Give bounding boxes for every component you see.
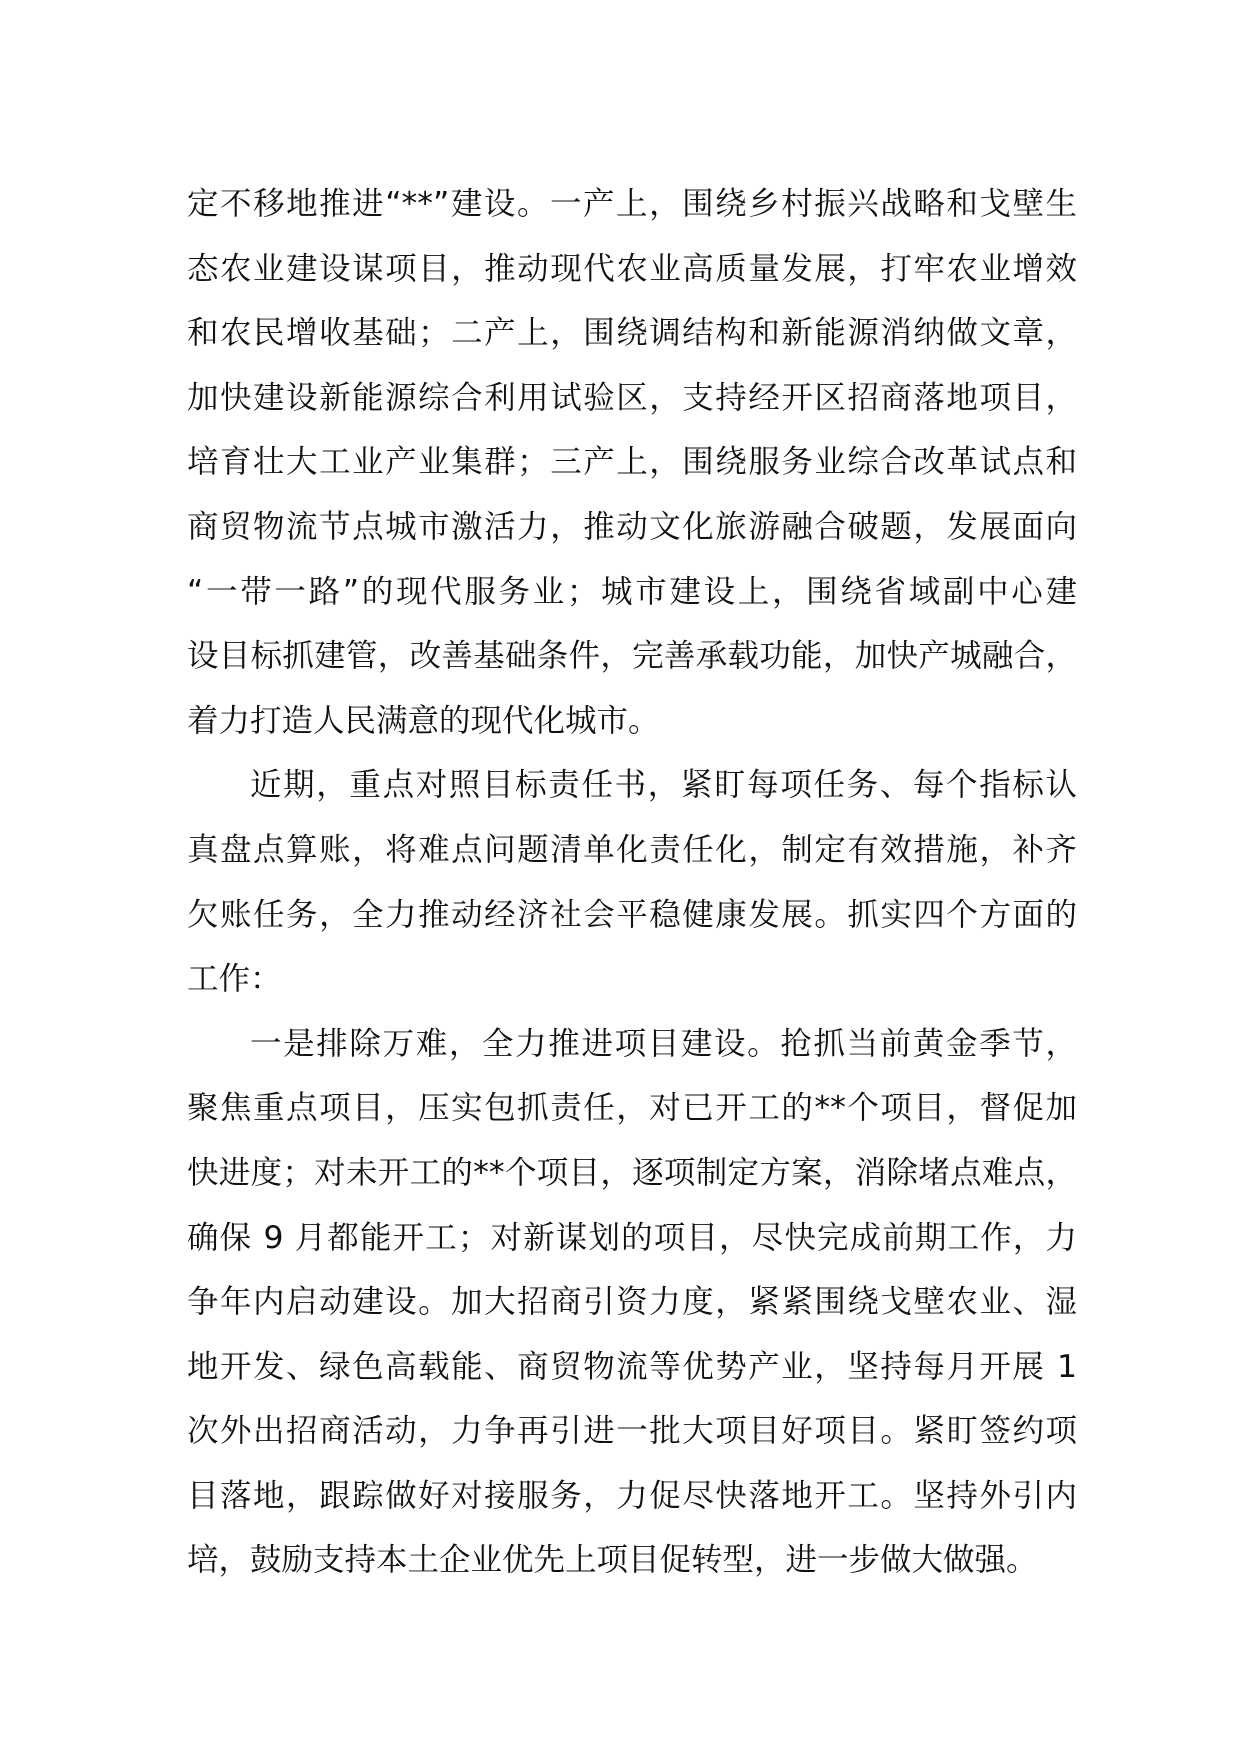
text-line: 确保 9 月都能开工；对新谋划的项目，尽快完成前期工作，力 xyxy=(187,1219,1077,1256)
text-line: “一带一路”的现代服务业；城市建设上，围绕省域副中心建 xyxy=(187,573,1077,610)
text-line: 聚焦重点项目，压实包抓责任，对已开工的**个项目，督促加 xyxy=(187,1090,1077,1127)
text-line: 真盘点算账，将难点问题清单化责任化，制定有效措施，补齐 xyxy=(187,831,1077,868)
text-line: 近期，重点对照目标责任书，紧盯每项任务、每个指标认 xyxy=(250,767,1077,804)
text-line: 工作： xyxy=(187,961,282,998)
text-line: 培，鼓励支持本土企业优先上项目促转型，进一步做大做强。 xyxy=(187,1542,1038,1579)
text-line: 一是排除万难，全力推进项目建设。抢抓当前黄金季节， xyxy=(250,1025,1077,1062)
text-line: 地开发、绿色高载能、商贸物流等优势产业，坚持每月开展 1 xyxy=(187,1348,1077,1385)
text-line: 商贸物流节点城市激活力，推动文化旅游融合破题，发展面向 xyxy=(187,508,1077,545)
text-line: 快进度；对未开工的**个项目，逐项制定方案，消除堵点难点， xyxy=(187,1154,1077,1191)
text-line: 加快建设新能源综合利用试验区，支持经开区招商落地项目， xyxy=(187,379,1077,416)
paragraph-1 xyxy=(187,172,1077,753)
text-line: 欠账任务，全力推动经济社会平稳健康发展。抓实四个方面的 xyxy=(187,896,1077,933)
text-line: 着力打造人民满意的现代化城市。 xyxy=(187,702,660,739)
text-line: 和农民增收基础；二产上，围绕调结构和新能源消纳做文章， xyxy=(187,315,1077,352)
text-line: 态农业建设谋项目，推动现代农业高质量发展，打牢农业增效 xyxy=(187,250,1077,287)
text-line: 培育壮大工业产业集群；三产上，围绕服务业综合改革试点和 xyxy=(187,444,1077,481)
document-body xyxy=(187,172,1077,1593)
text-line: 目落地，跟踪做好对接服务，力促尽快落地开工。坚持外引内 xyxy=(187,1477,1077,1514)
text-line: 争年内启动建设。加大招商引资力度，紧紧围绕戈壁农业、湿 xyxy=(187,1284,1077,1321)
paragraph-3 xyxy=(187,1012,1077,1593)
text-line: 定不移地推进“**”建设。一产上，围绕乡村振兴战略和戈壁生 xyxy=(187,186,1077,222)
text-line: 设目标抓建管，改善基础条件，完善承载功能，加快产城融合， xyxy=(187,638,1077,675)
paragraph-2 xyxy=(187,753,1077,1011)
text-line: 次外出招商活动，力争再引进一批大项目好项目。紧盯签约项 xyxy=(187,1413,1077,1450)
